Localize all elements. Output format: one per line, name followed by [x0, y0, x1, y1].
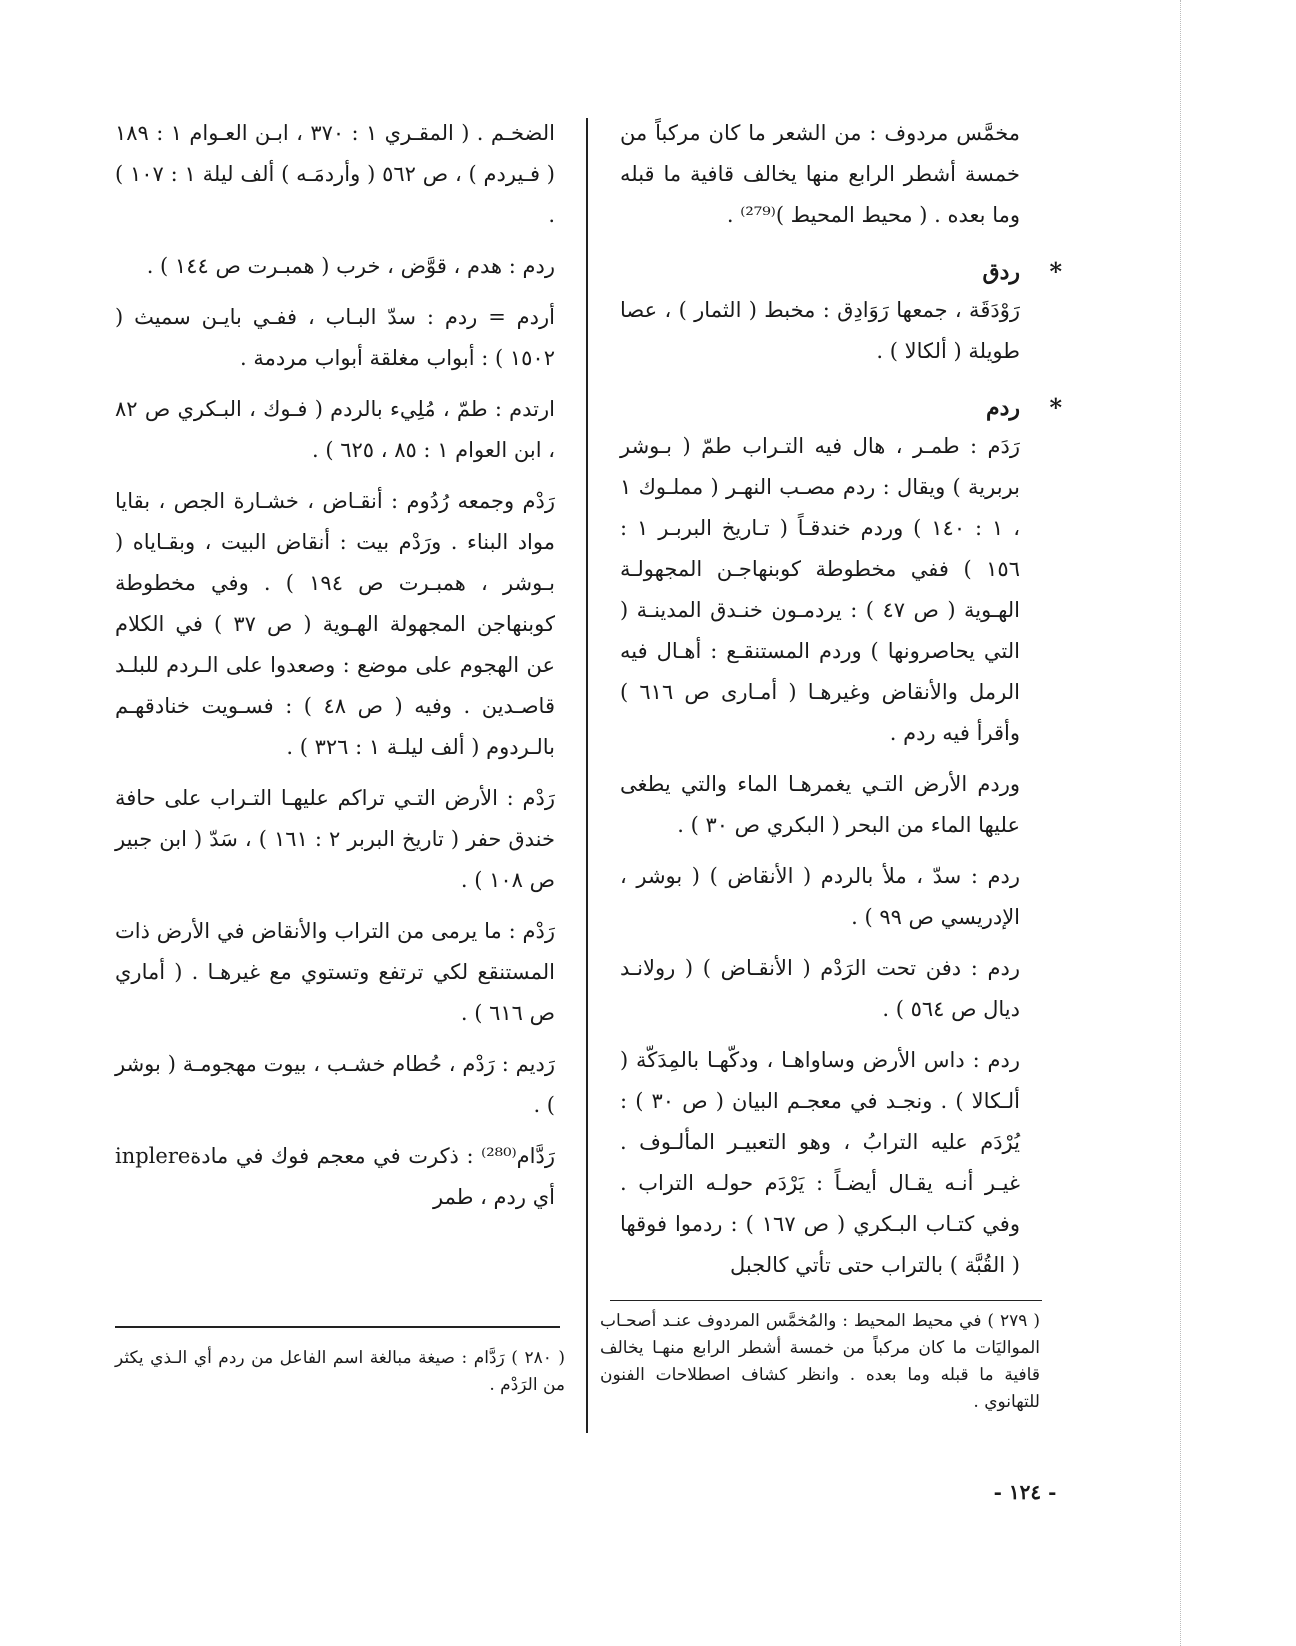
footnote-279: ( ٢٧٩ ) في محيط المحيط : والمُخمَّس المردوف عنـد أصحـاب المواليَات ما كان مركباً من خمسة أشطر الرابع منهـا يخالف قافية ما قبله وما بعده . وانظر كشاف اصطلاحات الفنون للتهانوي .: [600, 1311, 1040, 1412]
entry-star-marker: *: [1049, 393, 1062, 422]
entry-paragraph: ردم : داس الأرض وساواهـا ، ودكّهـا بالمِدَكّة ( ألـكالا ) . ونجـد في معجـم البيان ( ص ٣٠ ) : يُرْدَم عليه الترابُ ، وهو التعبيـر المألـوف . غيـر أنـه يقـال أيضـاً : يَرْدَم حولـه التراب . وفي كتـاب البـكري ( ص ١٦٧ ) : ردموا فوقها ( القُبَّة ) بالتراب حتى تأتي كالجبل: [620, 1048, 1021, 1277]
entry-paragraph: رَدَم : طمـر ، هال فيه التـراب طمّ ( بـوشر بربرية ) ويقال : ردم مصـب النهـر ( مملـوك ١ ، ١ : ١٤٠ ) وردم خندقـاً ( تـاريخ البربـر ١ : ١٥٦ ) ففي مخطوطة كوبنهاجـن المجهولـة الهـوية ( ص ٤٧ ) : يردمـون خنـدق المدينـة ( التي يحاصرونها ) وردم المستنقـع : أهـال فيه الرمل والأنقاض وغيرهـا ( أمـارى ص ٦١٦ ) وأقرأ فيه ردم .: [620, 434, 1020, 745]
entry-paragraph: رَديم : رَدْم ، حُطام خشـب ، بيوت مهجومـة ( بوشر ) .: [115, 1052, 555, 1117]
intro-paragraph: مخمَّس مردوف : من الشعر ما كان مركباً من خمسة أشطر الرابع منها يخالف قافية ما قبله وما بعده . ( محيط المحيط )⁽²⁷⁹⁾ .: [620, 121, 1020, 227]
left-column: [115, 113, 555, 1228]
entry-paragraph: أردم = ردم : سدّ البـاب ، ففـي بايـن سميث ( ١٥٠٢ ) : أبواب مغلقة أبواب مردمة .: [115, 305, 555, 370]
footnote-separator: [610, 1300, 1042, 1301]
entry-paragraph: رَدْم : الأرض التـي تراكم عليهـا التـراب على حافة خندق حفر ( تاريخ البربر ٢ : ١٦١ ) ، سَدّ ( ابن جبير ص ١٠٨ ) .: [115, 786, 555, 892]
entry-paragraph: ارتدم : طمّ ، مُلِيء بالردم ( فـوك ، البـكري ص ٨٢ ، ابن العوام ١ : ٨٥ ، ٦٢٥ ) .: [115, 397, 555, 462]
entry-paragraph: رَدَّام⁽²⁸⁰⁾ : ذكرت في معجم فوك في مادةinplere أي ردم ، طمر: [115, 1144, 555, 1209]
entry-paragraph: ردم : دفن تحت الرَدْم ( الأنقـاض ) ( رولانـد ديال ص ٥٦٤ ) .: [620, 956, 1020, 1021]
footnote-280: ( ٢٨٠ ) رَدَّام : صيغة مبالغة اسم الفاعل من ردم أي الـذي يكثر من الرَدْم .: [115, 1348, 565, 1395]
entry-paragraph: وردم الأرض التـي يغمرهـا الماء والتي يطغى عليها الماء من البحر ( البكري ص ٣٠ ) .: [620, 772, 1020, 837]
entry-paragraph: ردم : سدّ ، ملأ بالردم ( الأنقاض ) ( بوشر ، الإدريسي ص ٩٩ ) .: [620, 864, 1020, 929]
entry-star-marker: *: [1049, 257, 1062, 286]
entry-headword: ردم: [985, 395, 1020, 421]
entry-paragraph: رَوْدَقَة ، جمعها رَوَادِق : مخبط ( الثمار ) ، عصا طويلة ( ألكالا ) .: [620, 298, 1020, 363]
footnote-separator: [115, 1326, 560, 1328]
entry-heading-radama: [620, 390, 1062, 426]
page-edge-shadow: [1180, 0, 1182, 1646]
entry-paragraph: رَدْم وجمعه رُدُوم : أنقـاض ، خشـارة الجص ، بقايا مواد البناء . ورَدْم بيت : أنقاض البيت ، وبقـاياه ( بـوشر ، همبـرت ص ١٩٤ ) . وفي مخطوطة كوبنهاجن المجهولة الهـوية ( ص ٣٧ ) في الكلام عن الهجوم على موضع : وصعدوا على الـردم للبلـد قاصـدين . وفيه ( ص ٤٨ ) : فسـويت خنادقهـم بالـردوم ( ألف ليلـة ١ : ٣٢٦ ) .: [115, 489, 556, 759]
column-divider: [586, 118, 588, 1433]
right-column: [620, 113, 1062, 1296]
entry-headword: ردق: [982, 259, 1020, 285]
page-number: - ١٢٤ -: [993, 1480, 1057, 1504]
entry-paragraph: الضخـم . ( المقـري ١ : ٣٧٠ ، ابـن العـوام ١ : ١٨٩ ( فـيردم ) ، ص ٥٦٢ ( وأردمَـه ) ألف ليلة ١ : ١٠٧ ) .: [115, 121, 555, 227]
entry-paragraph: رَدْم : ما يرمى من التراب والأنقاض في الأرض ذات المستنقع لكي ترتفع وتستوي مع غيرهـا . ( أماري ص ٦١٦ ) .: [115, 919, 555, 1025]
entry-paragraph: ردم : هدم ، قوَّض ، خرب ( همبـرت ص ١٤٤ ) .: [146, 254, 555, 278]
entry-heading-radaq: [620, 254, 1062, 290]
